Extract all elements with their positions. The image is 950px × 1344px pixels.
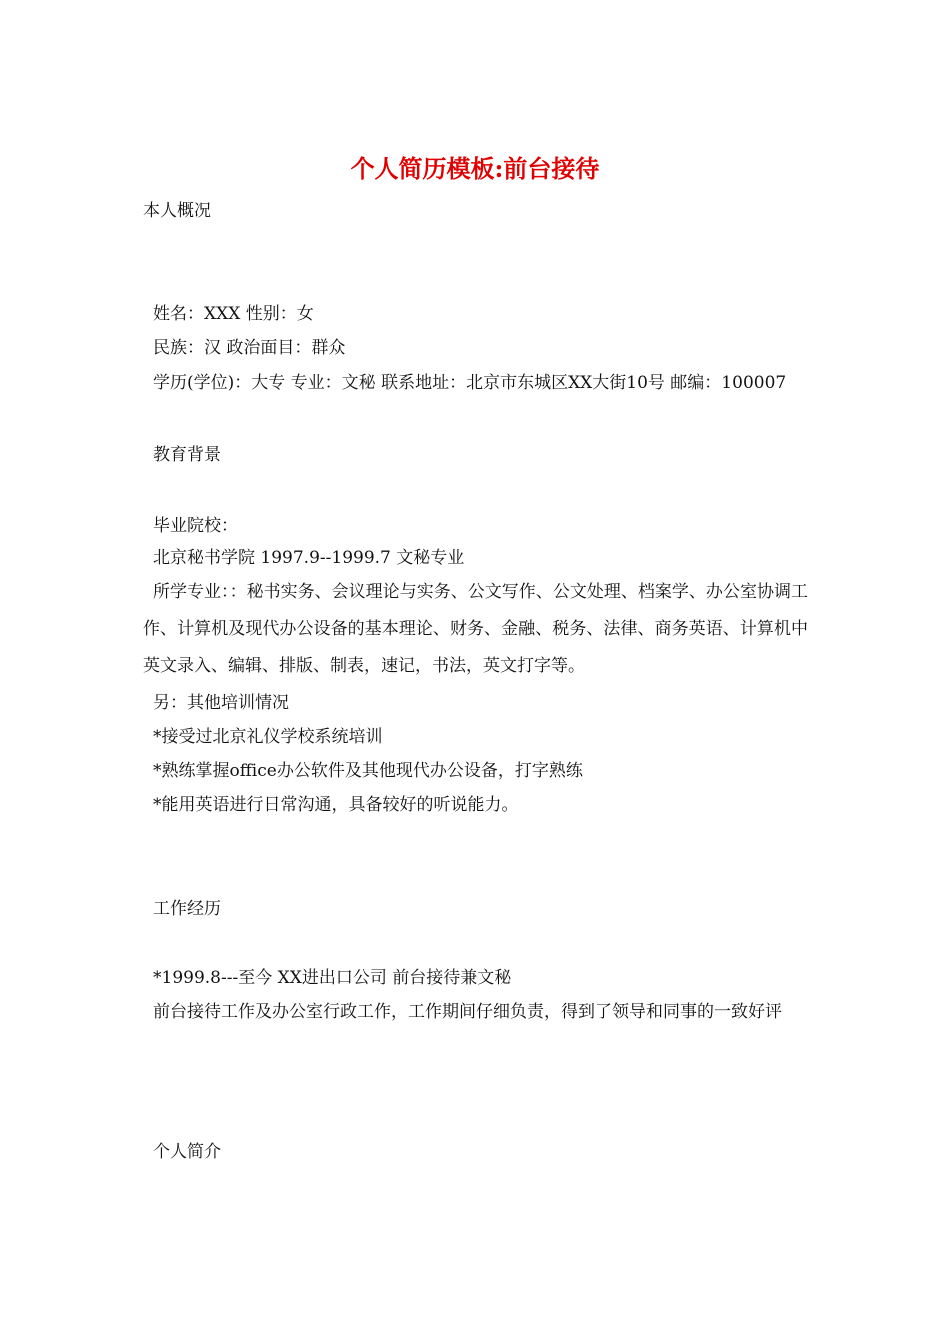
school-detail: 北京秘书学院 1997.9--1999.7 文秘专业 (153, 548, 465, 568)
training-item: *熟练掌握office办公软件及其他现代办公设备，打字熟练 (153, 761, 583, 781)
education-contact-line: 学历(学位)：大专 专业：文秘 联系地址：北京市东城区XX大街10号 邮编：100007 (153, 373, 787, 393)
job-description: 前台接待工作及办公室行政工作，工作期间仔细负责，得到了领导和同事的一致好评 (153, 1002, 782, 1022)
training-item: *能用英语进行日常沟通，具备较好的听说能力。 (153, 795, 519, 815)
section-heading-education: 教育背景 (153, 445, 221, 465)
document-title: 个人简历模板:前台接待 (350, 154, 600, 183)
section-heading-intro: 个人简介 (153, 1142, 221, 1162)
training-item: *接受过北京礼仪学校系统培训 (153, 727, 383, 747)
job-title-line: *1999.8---至今 XX进出口公司 前台接待兼文秘 (153, 968, 512, 988)
section-heading-work: 工作经历 (153, 899, 221, 919)
ethnicity-politics-line: 民族：汉 政治面目：群众 (153, 338, 346, 358)
courses-paragraph: 所学专业：：秘书实务、会议理论与实务、公文写作、公文处理、档案学、办公室协调工作、计算机及现代办公设备的基本理论、财务、金融、税务、法律、商务英语、计算机中英文录入、编辑、排版、制表，速记，书法，英文打字等。 (143, 582, 808, 676)
section-heading-profile: 本人概况 (143, 201, 211, 221)
other-training-label: 另：其他培训情况 (153, 693, 289, 713)
name-gender-line: 姓名：XXX 性别：女 (153, 304, 314, 324)
school-label: 毕业院校： (153, 516, 238, 536)
